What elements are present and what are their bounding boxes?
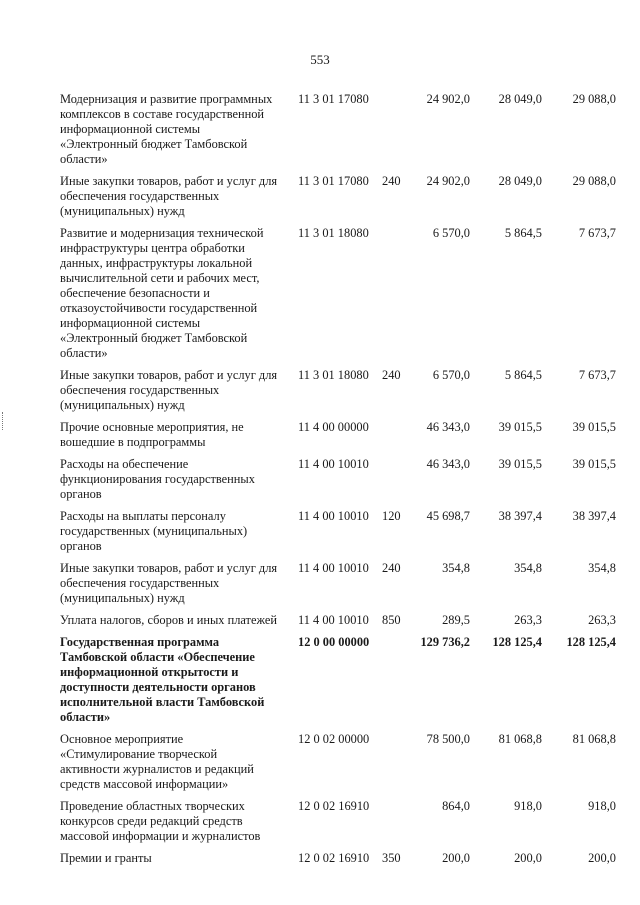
row-code: 12 0 00 00000 [298,635,370,649]
row-value-2: 263,3 [514,613,542,627]
row-value-2: 128 125,4 [492,635,542,649]
row-name: Государственная программа Тамбовской области «Обеспечение информационной открытости и доступности деятельности органов исполнительной власти Тамбовской области» [60,635,265,724]
table-row [60,174,620,219]
row-value-2: 39 015,5 [498,420,542,434]
budget-table [60,92,620,873]
row-code: 11 3 01 17080 [298,174,369,188]
row-value-2: 5 864,5 [504,368,542,382]
row-value-1: 354,8 [442,561,470,575]
table-row [60,732,620,792]
row-value-1: 129 736,2 [420,635,470,649]
row-code: 11 4 00 10010 [298,613,369,627]
row-value-3: 29 088,0 [572,92,616,106]
row-name: Развитие и модернизация технической инфраструктуры центра обработки данных, инфраструктуры локальной вычислительной сети и рабочих мест, обеспечение безопасности и отказоустойчивости государственной информационной системы «Электронный бюджет Тамбовской области» [60,226,264,360]
row-value-3: 200,0 [588,851,616,865]
row-code: 11 4 00 10010 [298,561,369,575]
row-expense-type: 120 [382,509,401,523]
table-row [60,799,620,844]
row-value-1: 6 570,0 [432,368,470,382]
row-name: Иные закупки товаров, работ и услуг для обеспечения государственных (муниципальных) нужд [60,561,278,605]
row-value-2: 354,8 [514,561,542,575]
row-name: Премии и гранты [60,851,152,865]
scan-edge-mark [2,412,5,430]
row-value-3: 39 015,5 [572,420,616,434]
row-expense-type: 240 [382,561,401,575]
row-value-3: 918,0 [588,799,616,813]
row-code: 11 4 00 10010 [298,457,369,471]
row-value-2: 81 068,8 [498,732,542,746]
row-value-1: 864,0 [442,799,470,813]
table-row [60,420,620,450]
row-code: 12 0 02 16910 [298,851,370,865]
table-row [60,851,620,866]
row-code: 12 0 02 16910 [298,799,370,813]
row-name: Иные закупки товаров, работ и услуг для обеспечения государственных (муниципальных) нужд [60,174,278,218]
row-value-3: 38 397,4 [572,509,616,523]
table-row [60,226,620,361]
row-value-3: 263,3 [588,613,616,627]
row-name: Уплата налогов, сборов и иных платежей [60,613,278,627]
row-value-2: 5 864,5 [504,226,542,240]
row-value-1: 24 902,0 [426,174,470,188]
row-expense-type: 350 [382,851,401,865]
table-row [60,613,620,628]
row-value-2: 38 397,4 [498,509,542,523]
table-row [60,509,620,554]
row-expense-type: 240 [382,368,401,382]
row-code: 11 3 01 17080 [298,92,369,106]
row-name: Расходы на обеспечение функционирования государственных органов [60,457,255,501]
row-expense-type: 850 [382,613,401,627]
row-name: Иные закупки товаров, работ и услуг для обеспечения государственных (муниципальных) нужд [60,368,278,412]
row-value-2: 918,0 [514,799,542,813]
row-value-1: 46 343,0 [426,420,470,434]
row-value-1: 45 698,7 [426,509,470,523]
row-value-2: 28 049,0 [498,92,542,106]
row-value-1: 289,5 [442,613,470,627]
row-name: Модернизация и развитие программных комплексов в составе государственной информационной системы «Электронный бюджет Тамбовской области» [60,92,273,166]
row-code: 12 0 02 00000 [298,732,370,746]
table-row [60,92,620,167]
row-value-1: 200,0 [442,851,470,865]
row-name: Расходы на выплаты персоналу государственных (муниципальных) органов [60,509,248,553]
row-name: Прочие основные мероприятия, не вошедшие в подпрограммы [60,420,244,449]
row-value-3: 7 673,7 [578,368,616,382]
row-value-1: 24 902,0 [426,92,470,106]
row-code: 11 4 00 10010 [298,509,369,523]
row-value-2: 39 015,5 [498,457,542,471]
row-value-3: 7 673,7 [578,226,616,240]
page-number: 553 [310,52,330,67]
row-value-3: 81 068,8 [572,732,616,746]
row-value-3: 354,8 [588,561,616,575]
row-value-2: 28 049,0 [498,174,542,188]
row-code: 11 3 01 18080 [298,226,369,240]
row-code: 11 4 00 00000 [298,420,369,434]
row-value-1: 46 343,0 [426,457,470,471]
row-expense-type: 240 [382,174,401,188]
row-value-1: 6 570,0 [432,226,470,240]
row-value-2: 200,0 [514,851,542,865]
table-row [60,635,620,725]
row-code: 11 3 01 18080 [298,368,369,382]
table-row [60,368,620,413]
table-row [60,457,620,502]
row-name: Основное мероприятие «Стимулирование творческой активности журналистов и редакций средств массовой информации» [60,732,254,791]
row-value-1: 78 500,0 [426,732,470,746]
row-name: Проведение областных творческих конкурсов среди редакций средств массовой информации и журналистов [60,799,261,843]
row-value-3: 128 125,4 [566,635,616,649]
row-value-3: 29 088,0 [572,174,616,188]
row-value-3: 39 015,5 [572,457,616,471]
table-row [60,561,620,606]
